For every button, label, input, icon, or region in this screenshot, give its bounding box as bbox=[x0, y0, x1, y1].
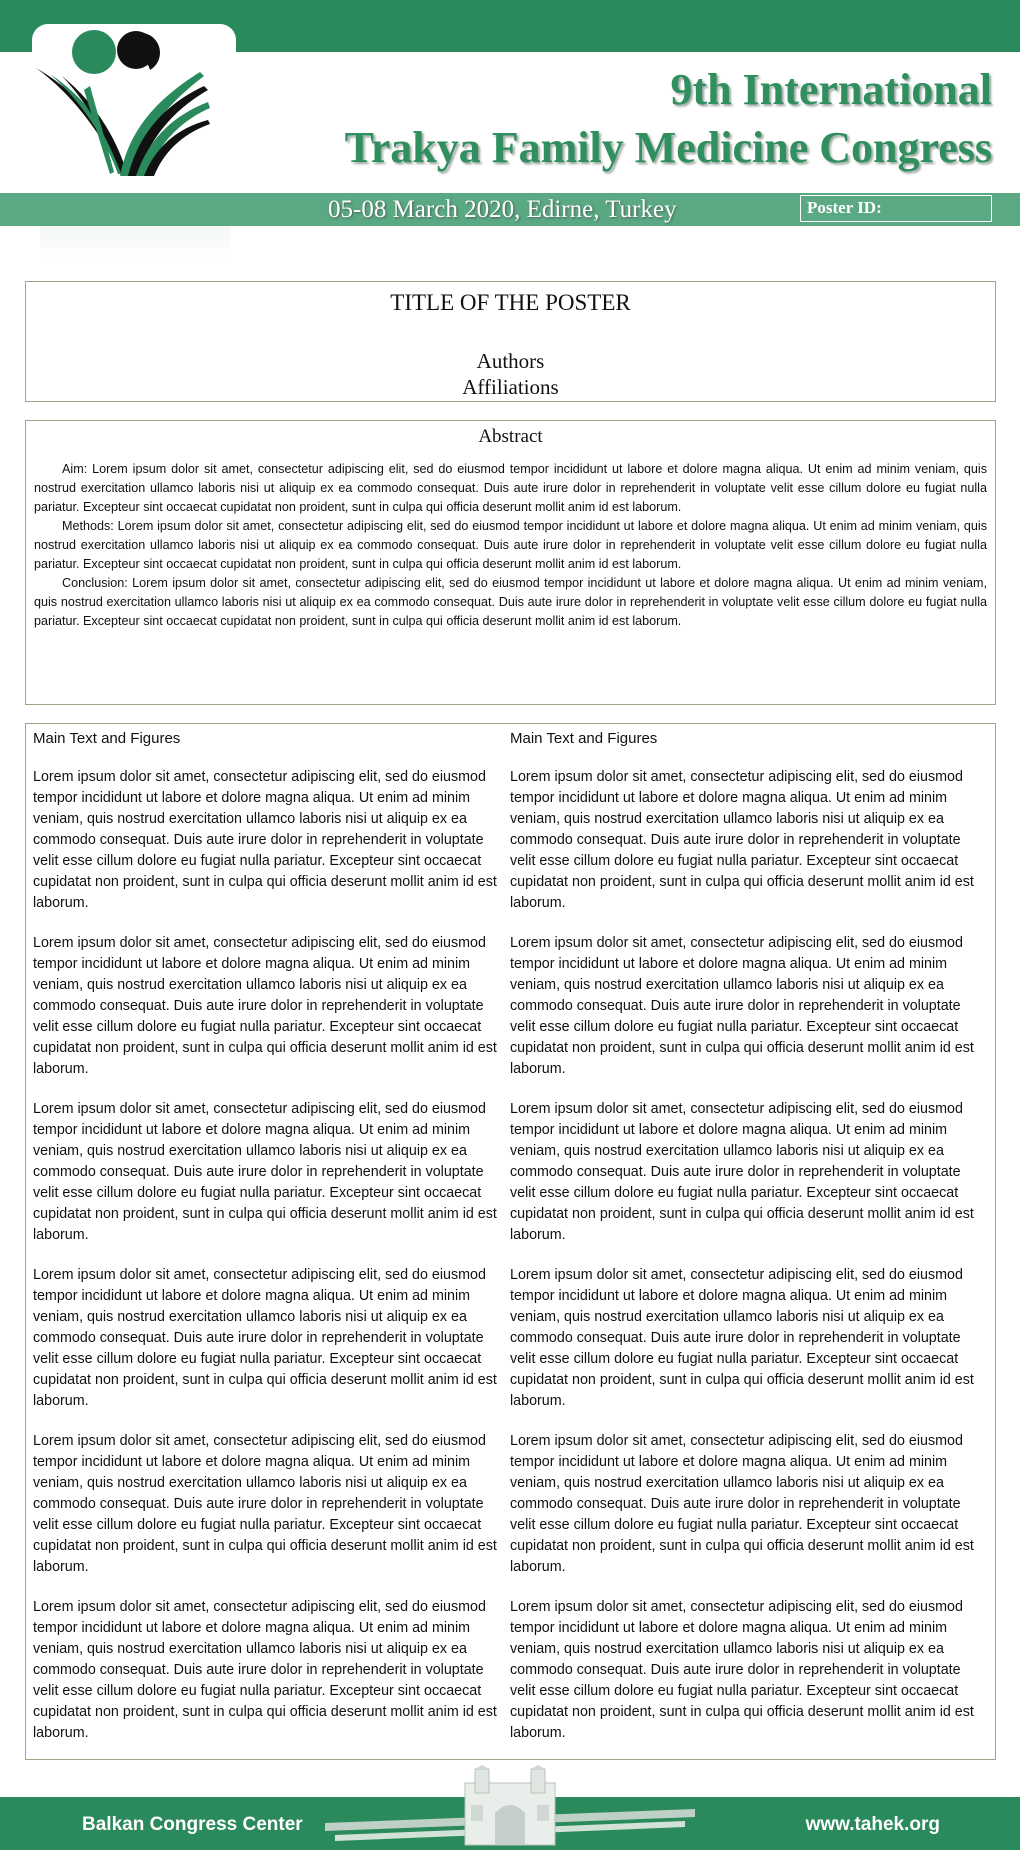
abstract-block bbox=[25, 420, 996, 705]
paragraph: Lorem ipsum dolor sit amet, consectetur adipiscing elit, sed do eiusmod tempor incididunt ut labore et dolore magna aliqua. Ut enim ad minim veniam, quis nostrud exercitation ullamco laboris nisi ut aliquip ex ea commodo consequat. Duis aute irure dolor in reprehenderit in voluptate velit esse cillum dolore eu fugiat nulla pariatur. Excepteur sint occaecat cupidatat non proident, sunt in culpa qui officia deserunt mollit anim id est laborum. bbox=[510, 1101, 974, 1243]
congress-title-line1: 9th International bbox=[670, 65, 992, 114]
paragraph: Lorem ipsum dolor sit amet, consectetur adipiscing elit, sed do eiusmod tempor incididunt ut labore et dolore magna aliqua. Ut enim ad minim veniam, quis nostrud exercitation ullamco laboris nisi ut aliquip ex ea commodo consequat. Duis aute irure dolor in reprehenderit in voluptate velit esse cillum dolore eu fugiat nulla pariatur. Excepteur sint occaecat cupidatat non proident, sunt in culpa qui officia deserunt mollit anim id est laborum. bbox=[33, 1101, 497, 1243]
paragraph: Lorem ipsum dolor sit amet, consectetur adipiscing elit, sed do eiusmod tempor incididunt ut labore et dolore magna aliqua. Ut enim ad minim veniam, quis nostrud exercitation ullamco laboris nisi ut aliquip ex ea commodo consequat. Duis aute irure dolor in reprehenderit in voluptate velit esse cillum dolore eu fugiat nulla pariatur. Excepteur sint occaecat cupidatat non proident, sunt in culpa qui officia deserunt mollit anim id est laborum. bbox=[510, 935, 974, 1077]
main-column-left bbox=[33, 724, 498, 1763]
column-heading: Main Text and Figures bbox=[510, 730, 658, 747]
abstract-methods: Methods: Lorem ipsum dolor sit amet, consectetur adipiscing elit, sed do eiusmod tempor incididunt ut labore et dolore magna aliqua. Ut enim ad minim veniam, quis nostrud exercitation ullamco laboris nisi ut aliquip ex ea commodo consequat. Duis aute irure dolor in reprehenderit in voluptate velit esse cillum dolore eu fugiat nulla pariatur. Excepteur sint occaecat cupidatat non proident, sunt in culpa qui officia deserunt mollit anim id est laborum. bbox=[34, 519, 987, 571]
website-link[interactable]: www.tahek.org bbox=[805, 1814, 940, 1835]
building-icon bbox=[325, 1765, 695, 1850]
paragraph: Lorem ipsum dolor sit amet, consectetur adipiscing elit, sed do eiusmod tempor incididunt ut labore et dolore magna aliqua. Ut enim ad minim veniam, quis nostrud exercitation ullamco laboris nisi ut aliquip ex ea commodo consequat. Duis aute irure dolor in reprehenderit in voluptate velit esse cillum dolore eu fugiat nulla pariatur. Excepteur sint occaecat cupidatat non proident, sunt in culpa qui officia deserunt mollit anim id est laborum. bbox=[33, 769, 497, 911]
poster-id-field[interactable]: Poster ID: bbox=[800, 195, 992, 222]
paragraph: Lorem ipsum dolor sit amet, consectetur adipiscing elit, sed do eiusmod tempor incididunt ut labore et dolore magna aliqua. Ut enim ad minim veniam, quis nostrud exercitation ullamco laboris nisi ut aliquip ex ea commodo consequat. Duis aute irure dolor in reprehenderit in voluptate velit esse cillum dolore eu fugiat nulla pariatur. Excepteur sint occaecat cupidatat non proident, sunt in culpa qui officia deserunt mollit anim id est laborum. bbox=[510, 1599, 974, 1741]
congress-logo-icon bbox=[32, 24, 236, 210]
main-text-block bbox=[25, 723, 996, 1760]
abstract-conclusion: Conclusion: Lorem ipsum dolor sit amet, consectetur adipiscing elit, sed do eiusmod tempor incididunt ut labore et dolore magna aliqua. Ut enim ad minim veniam, quis nostrud exercitation ullamco laboris nisi ut aliquip ex ea commodo consequat. Duis aute irure dolor in reprehenderit in voluptate velit esse cillum dolore eu fugiat nulla pariatur. Excepteur sint occaecat cupidatat non proident, sunt in culpa qui officia deserunt mollit anim id est laborum. bbox=[34, 576, 987, 628]
title-block bbox=[25, 281, 996, 402]
paragraph: Lorem ipsum dolor sit amet, consectetur adipiscing elit, sed do eiusmod tempor incididunt ut labore et dolore magna aliqua. Ut enim ad minim veniam, quis nostrud exercitation ullamco laboris nisi ut aliquip ex ea commodo consequat. Duis aute irure dolor in reprehenderit in voluptate velit esse cillum dolore eu fugiat nulla pariatur. Excepteur sint occaecat cupidatat non proident, sunt in culpa qui officia deserunt mollit anim id est laborum. bbox=[33, 1599, 497, 1741]
paragraph: Lorem ipsum dolor sit amet, consectetur adipiscing elit, sed do eiusmod tempor incididunt ut labore et dolore magna aliqua. Ut enim ad minim veniam, quis nostrud exercitation ullamco laboris nisi ut aliquip ex ea commodo consequat. Duis aute irure dolor in reprehenderit in voluptate velit esse cillum dolore eu fugiat nulla pariatur. Excepteur sint occaecat cupidatat non proident, sunt in culpa qui officia deserunt mollit anim id est laborum. bbox=[510, 1433, 974, 1575]
column-heading: Main Text and Figures bbox=[33, 730, 181, 747]
paragraph: Lorem ipsum dolor sit amet, consectetur adipiscing elit, sed do eiusmod tempor incididunt ut labore et dolore magna aliqua. Ut enim ad minim veniam, quis nostrud exercitation ullamco laboris nisi ut aliquip ex ea commodo consequat. Duis aute irure dolor in reprehenderit in voluptate velit esse cillum dolore eu fugiat nulla pariatur. Excepteur sint occaecat cupidatat non proident, sunt in culpa qui officia deserunt mollit anim id est laborum. bbox=[510, 1267, 974, 1409]
authors: Authors bbox=[476, 349, 545, 373]
abstract-aim: Aim: Lorem ipsum dolor sit amet, consectetur adipiscing elit, sed do eiusmod tempor incididunt ut labore et dolore magna aliqua. Ut enim ad minim veniam, quis nostrud exercitation ullamco laboris nisi ut aliquip ex ea commodo consequat. Duis aute irure dolor in reprehenderit in voluptate velit esse cillum dolore eu fugiat nulla pariatur. Excepteur sint occaecat cupidatat non proident, sunt in culpa qui officia deserunt mollit anim id est laborum. bbox=[34, 462, 987, 514]
paragraph: Lorem ipsum dolor sit amet, consectetur adipiscing elit, sed do eiusmod tempor incididunt ut labore et dolore magna aliqua. Ut enim ad minim veniam, quis nostrud exercitation ullamco laboris nisi ut aliquip ex ea commodo consequat. Duis aute irure dolor in reprehenderit in voluptate velit esse cillum dolore eu fugiat nulla pariatur. Excepteur sint occaecat cupidatat non proident, sunt in culpa qui officia deserunt mollit anim id est laborum. bbox=[510, 769, 974, 911]
poster-title: TITLE OF THE POSTER bbox=[390, 290, 631, 315]
main-column-right bbox=[510, 724, 975, 1763]
date-location: 05-08 March 2020, Edirne, Turkey bbox=[328, 196, 677, 223]
venue-name: Balkan Congress Center bbox=[82, 1814, 303, 1835]
paragraph: Lorem ipsum dolor sit amet, consectetur adipiscing elit, sed do eiusmod tempor incididunt ut labore et dolore magna aliqua. Ut enim ad minim veniam, quis nostrud exercitation ullamco laboris nisi ut aliquip ex ea commodo consequat. Duis aute irure dolor in reprehenderit in voluptate velit esse cillum dolore eu fugiat nulla pariatur. Excepteur sint occaecat cupidatat non proident, sunt in culpa qui officia deserunt mollit anim id est laborum. bbox=[33, 935, 497, 1077]
paragraph: Lorem ipsum dolor sit amet, consectetur adipiscing elit, sed do eiusmod tempor incididunt ut labore et dolore magna aliqua. Ut enim ad minim veniam, quis nostrud exercitation ullamco laboris nisi ut aliquip ex ea commodo consequat. Duis aute irure dolor in reprehenderit in voluptate velit esse cillum dolore eu fugiat nulla pariatur. Excepteur sint occaecat cupidatat non proident, sunt in culpa qui officia deserunt mollit anim id est laborum. bbox=[33, 1433, 497, 1575]
affiliations: Affiliations bbox=[462, 375, 559, 399]
abstract-heading: Abstract bbox=[478, 426, 543, 447]
logo-container bbox=[32, 24, 236, 210]
congress-title-line2: Trakya Family Medicine Congress bbox=[344, 123, 992, 172]
paragraph: Lorem ipsum dolor sit amet, consectetur adipiscing elit, sed do eiusmod tempor incididunt ut labore et dolore magna aliqua. Ut enim ad minim veniam, quis nostrud exercitation ullamco laboris nisi ut aliquip ex ea commodo consequat. Duis aute irure dolor in reprehenderit in voluptate velit esse cillum dolore eu fugiat nulla pariatur. Excepteur sint occaecat cupidatat non proident, sunt in culpa qui officia deserunt mollit anim id est laborum. bbox=[33, 1267, 497, 1409]
